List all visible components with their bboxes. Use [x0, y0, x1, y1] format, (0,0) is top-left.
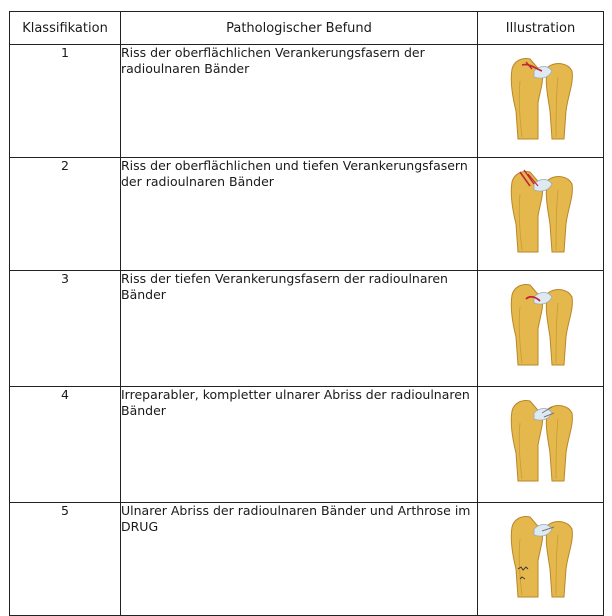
- row-number: 1: [10, 45, 121, 158]
- row-finding: Irreparabler, kompletter ulnarer Abriss der radioulnaren Bänder: [121, 387, 478, 503]
- wrist-illustration: [478, 503, 604, 615]
- row-number: 5: [10, 503, 121, 616]
- table-row: [10, 387, 604, 503]
- table-row: [10, 271, 604, 387]
- wrist-illustration: [478, 45, 604, 157]
- header-classification: Klassifikation: [10, 12, 121, 45]
- wrist-illustration: [478, 158, 604, 270]
- row-illustration: [478, 45, 604, 158]
- table-header-row: [10, 12, 604, 45]
- row-illustration: [478, 271, 604, 387]
- wrist-illustration: [478, 387, 604, 499]
- row-finding: Ulnarer Abriss der radioulnaren Bänder und Arthrose im DRUG: [121, 503, 478, 616]
- wrist-illustration: [478, 271, 604, 383]
- row-illustration: [478, 387, 604, 503]
- wrist-icon: [508, 277, 576, 369]
- table-row: [10, 158, 604, 271]
- row-illustration: [478, 158, 604, 271]
- row-illustration: [478, 503, 604, 616]
- row-number: 2: [10, 158, 121, 271]
- row-number: 4: [10, 387, 121, 503]
- header-finding: Pathologischer Befund: [121, 12, 478, 45]
- table-row: [10, 45, 604, 158]
- row-number: 3: [10, 271, 121, 387]
- row-finding: Riss der oberflächlichen Verankerungsfasern der radioulnaren Bänder: [121, 45, 478, 158]
- header-illustration: Illustration: [478, 12, 604, 45]
- wrist-icon: [508, 393, 576, 485]
- wrist-icon: [508, 51, 576, 143]
- table-row: [10, 503, 604, 616]
- classification-table: [9, 11, 604, 616]
- row-finding: Riss der tiefen Verankerungsfasern der radioulnaren Bänder: [121, 271, 478, 387]
- wrist-icon: [508, 164, 576, 256]
- row-finding: Riss der oberflächlichen und tiefen Verankerungsfasern der radioulnaren Bänder: [121, 158, 478, 271]
- wrist-icon: [508, 509, 576, 601]
